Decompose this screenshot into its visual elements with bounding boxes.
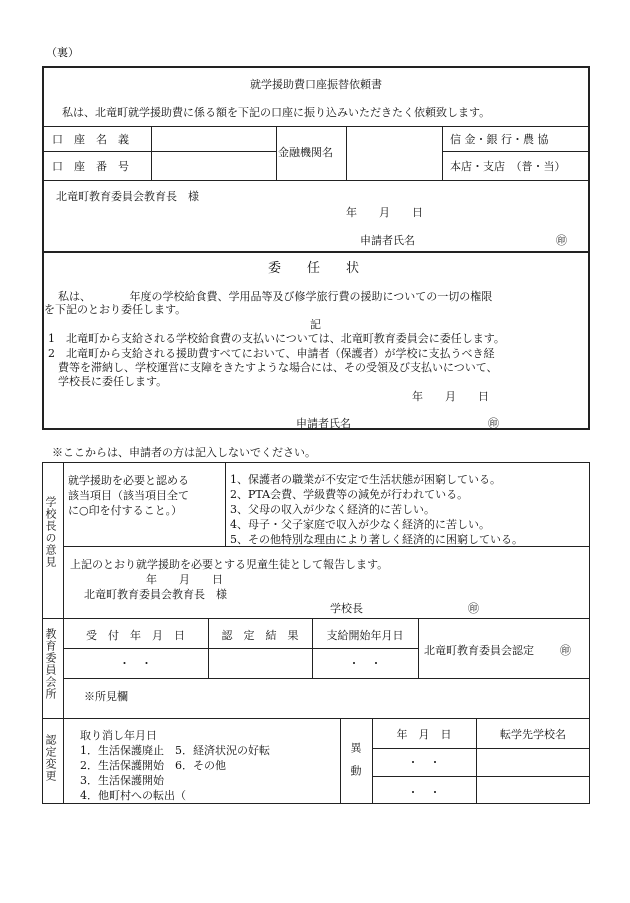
bank-name-label: 金融機関名 [278,146,333,159]
board-certified-label: 北竜町教育委員会認定 [424,644,534,657]
transfer-school-field[interactable] [478,750,588,774]
account-name-field[interactable] [153,128,274,149]
change-reason[interactable]: 1．生活保護廃止 5．経済状況の好転 [80,744,270,757]
power-body-line-1: 私は、 年度の学校給食費、学用品等及び修学旅行費の援助についての一切の権限 [58,290,493,303]
remarks-label: ※所見欄 [84,690,128,703]
change-reason[interactable]: 4．他町村への転出（ [80,789,186,802]
account-number-label: 口 座 番 号 [52,160,129,173]
criteria-label-3: に○印を付すること。） [68,504,183,517]
payment-start-date-field[interactable]: ・ ・ [348,657,382,670]
change-reason[interactable]: 2．生活保護開始 6．その他 [80,759,226,772]
change-side-label: 認定変更 [44,734,57,782]
transfer-title: 就学援助費口座振替依頼書 [250,78,382,91]
transfer-applicant-label: 申請者氏名 [360,234,415,247]
principal-side-label: 学校長の意見 [44,496,57,568]
criteria-item[interactable]: 3、父母の収入が少なく経済的に苦しい。 [230,503,435,516]
power-seal-mark: ㊞ [488,417,499,430]
received-date-field[interactable]: ・ ・ [119,657,152,670]
office-use-notice: ※ここからは、申請者の方は記入しないでください。 [52,446,316,459]
account-name-label: 口 座 名 義 [52,133,129,146]
transfer-intro: 私は、北竜町就学援助費に係る額を下記の口座に振り込みいただきたく依頼致します。 [62,106,491,119]
criteria-label-2: 該当項目（該当項目全て [68,489,189,502]
power-ki: 記 [310,318,321,331]
principal-addressee: 北竜町教育委員会教育長 様 [84,588,227,601]
transfer-addressee: 北竜町教育委員会教育長 様 [56,190,199,203]
power-of-attorney-title: 委 任 状 [268,261,360,276]
criteria-item[interactable]: 5、その他特別な理由により著しく経済的に困窮している。 [230,533,523,546]
power-date[interactable]: 年 月 日 [412,390,489,403]
criteria-item[interactable]: 2、PTA会費、学級費等の減免が行われている。 [230,488,469,501]
transfer-school-field[interactable] [478,778,588,802]
received-date-header: 受 付 年 月 日 [86,629,185,642]
criteria-item[interactable]: 4、母子・父子家庭で収入が少なく経済的に苦しい。 [230,518,490,531]
move-label: 異動 [349,742,362,788]
power-item-2-line-2: 費等を滞納し、学校運営に支障をきたすような場合には、その受領及び支払いについて、 [58,361,498,374]
move-date-field[interactable]: ・ ・ [407,756,441,769]
power-item-1: 1 北竜町から支給される学校給食費の支払いについては、北竜町教育委員会に委任します。 [48,332,505,345]
power-item-2-line-3: 学校長に委任します。 [58,375,168,388]
principal-label: 学校長 [330,602,363,615]
power-applicant-label: 申請者氏名 [296,417,351,430]
bank-type-options[interactable]: 信 金・銀 行・農 協 [450,133,549,146]
principal-report: 上記のとおり就学援助を必要とする児童生徒として報告します。 [70,558,389,571]
account-number-field[interactable] [153,153,274,178]
criteria-item[interactable]: 1、保護者の職業が不安定で生活状態が困窮している。 [230,473,501,486]
certification-result-header: 認 定 結 果 [221,629,299,642]
change-reason[interactable]: 3．生活保護開始 [80,774,164,787]
bank-name-field[interactable] [348,128,440,178]
power-body-line-2: を下記のとおり委任します。 [44,303,187,316]
move-date-header: 年 月 日 [396,728,452,741]
cancel-date-label: 取り消し年月日 [80,729,157,742]
branch-type-options[interactable]: 本店・支店 （普・当） [450,160,566,173]
principal-seal-mark: ㊞ [468,602,479,615]
principal-date[interactable]: 年 月 日 [146,573,223,586]
certification-result-field[interactable] [210,650,310,676]
board-side-label: 教育委員会所 [44,628,57,700]
transfer-school-header: 転学先学校名 [500,728,566,741]
payment-start-date-header: 支給開始年月日 [326,629,404,642]
transfer-date[interactable]: 年 月 日 [346,206,423,219]
board-seal-mark: ㊞ [560,644,571,657]
move-date-field[interactable]: ・ ・ [407,786,441,799]
power-item-2-line-1: 2 北竜町から支給される援助費すべてにおいて、申請者（保護者）が学校に支払うべき経 [48,347,495,360]
transfer-seal-mark: ㊞ [556,234,567,247]
back-side-label: （裏） [46,46,79,59]
criteria-label-1: 就学援助を必要と認める [68,474,189,487]
